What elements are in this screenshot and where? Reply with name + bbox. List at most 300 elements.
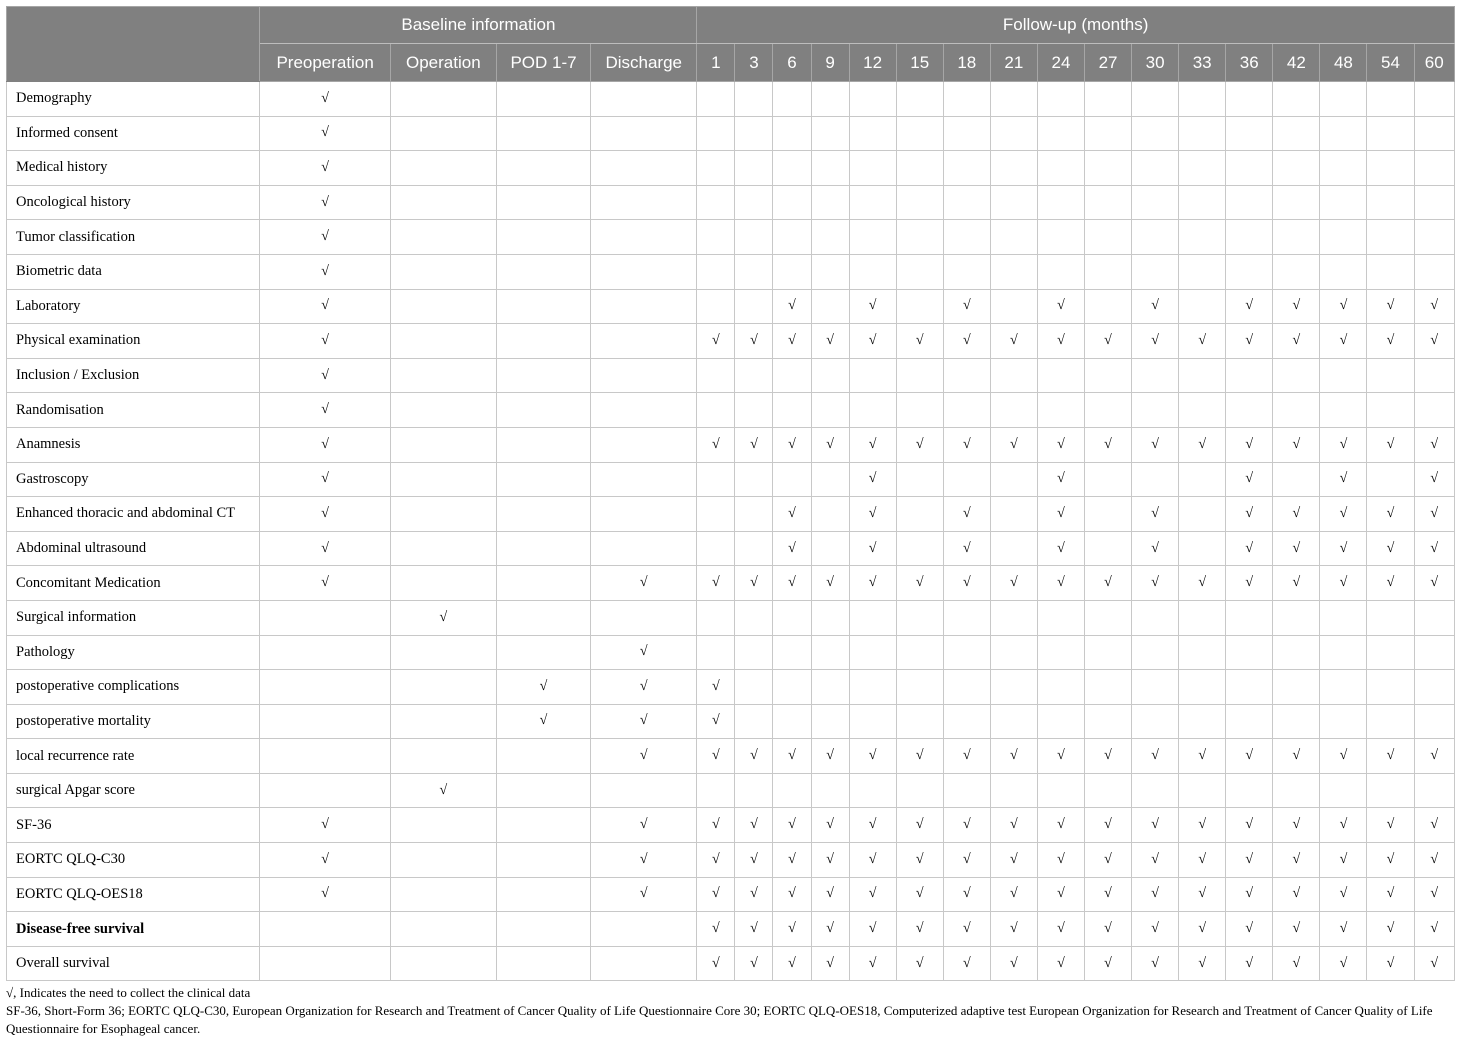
check-mark: √ [591, 704, 697, 739]
check-mark: √ [1273, 946, 1320, 981]
check-mark: √ [1414, 289, 1454, 324]
header-group-row [7, 7, 1455, 44]
check-mark: √ [1037, 324, 1084, 359]
empty-cell [990, 635, 1037, 670]
empty-cell [1037, 254, 1084, 289]
check-mark: √ [1320, 877, 1367, 912]
check-mark: √ [1084, 566, 1131, 601]
empty-cell [1179, 635, 1226, 670]
empty-cell [773, 393, 811, 428]
check-mark: √ [260, 254, 390, 289]
check-mark: √ [1179, 843, 1226, 878]
check-mark: √ [1084, 877, 1131, 912]
empty-cell [496, 185, 590, 220]
check-mark: √ [773, 739, 811, 774]
empty-cell [1414, 220, 1454, 255]
check-mark: √ [773, 289, 811, 324]
empty-cell [849, 185, 896, 220]
check-mark: √ [773, 324, 811, 359]
check-mark: √ [1273, 739, 1320, 774]
row-label: Biometric data [7, 254, 260, 289]
empty-cell [735, 358, 773, 393]
empty-cell [1179, 773, 1226, 808]
empty-cell [1084, 393, 1131, 428]
check-mark: √ [1179, 427, 1226, 462]
empty-cell [496, 254, 590, 289]
empty-cell [735, 393, 773, 428]
check-mark: √ [990, 912, 1037, 947]
check-mark: √ [1273, 566, 1320, 601]
empty-cell [773, 151, 811, 186]
empty-cell [591, 82, 697, 117]
empty-cell [1273, 116, 1320, 151]
empty-cell [1273, 670, 1320, 705]
check-mark: √ [1179, 324, 1226, 359]
empty-cell [896, 635, 943, 670]
empty-cell [1132, 773, 1179, 808]
row-label: Inclusion / Exclusion [7, 358, 260, 393]
column-header-month: 27 [1084, 44, 1131, 82]
empty-cell [1273, 82, 1320, 117]
empty-cell [1367, 151, 1414, 186]
check-mark: √ [260, 116, 390, 151]
check-mark: √ [773, 877, 811, 912]
check-mark: √ [735, 566, 773, 601]
check-mark: √ [1084, 427, 1131, 462]
row-label: Abdominal ultrasound [7, 531, 260, 566]
column-header-baseline: POD 1-7 [496, 44, 590, 82]
check-mark: √ [849, 946, 896, 981]
check-mark: √ [1132, 946, 1179, 981]
check-mark: √ [1320, 427, 1367, 462]
empty-cell [496, 427, 590, 462]
table-row [7, 116, 1455, 151]
empty-cell [1226, 151, 1273, 186]
empty-cell [990, 704, 1037, 739]
check-mark: √ [735, 808, 773, 843]
check-mark: √ [896, 912, 943, 947]
empty-cell [1037, 773, 1084, 808]
empty-cell [697, 531, 735, 566]
table-row [7, 324, 1455, 359]
table-row [7, 462, 1455, 497]
column-header-month: 6 [773, 44, 811, 82]
check-mark: √ [1414, 877, 1454, 912]
empty-cell [496, 82, 590, 117]
empty-cell [1132, 116, 1179, 151]
empty-cell [990, 185, 1037, 220]
empty-cell [591, 946, 697, 981]
empty-cell [1037, 635, 1084, 670]
empty-cell [990, 497, 1037, 532]
check-mark: √ [1226, 324, 1273, 359]
empty-cell [260, 946, 390, 981]
check-mark: √ [1132, 843, 1179, 878]
row-label: EORTC QLQ-C30 [7, 843, 260, 878]
empty-cell [591, 220, 697, 255]
table-row [7, 946, 1455, 981]
empty-cell [496, 116, 590, 151]
empty-cell [1226, 670, 1273, 705]
check-mark: √ [260, 151, 390, 186]
check-mark: √ [943, 531, 990, 566]
check-mark: √ [697, 843, 735, 878]
empty-cell [496, 843, 590, 878]
check-mark: √ [1132, 427, 1179, 462]
empty-cell [390, 358, 496, 393]
table-row [7, 393, 1455, 428]
empty-cell [896, 531, 943, 566]
empty-cell [496, 600, 590, 635]
empty-cell [1414, 82, 1454, 117]
empty-cell [735, 497, 773, 532]
check-mark: √ [1367, 324, 1414, 359]
empty-cell [735, 462, 773, 497]
empty-cell [990, 462, 1037, 497]
check-mark: √ [260, 566, 390, 601]
empty-cell [1367, 220, 1414, 255]
check-mark: √ [943, 324, 990, 359]
empty-cell [1037, 704, 1084, 739]
empty-cell [773, 600, 811, 635]
empty-cell [849, 116, 896, 151]
empty-cell [1414, 670, 1454, 705]
check-mark: √ [260, 324, 390, 359]
check-mark: √ [990, 843, 1037, 878]
check-mark: √ [773, 566, 811, 601]
check-mark: √ [260, 358, 390, 393]
check-mark: √ [1132, 289, 1179, 324]
empty-cell [1084, 254, 1131, 289]
empty-cell [1226, 600, 1273, 635]
empty-cell [697, 462, 735, 497]
check-mark: √ [1037, 912, 1084, 947]
empty-cell [1320, 116, 1367, 151]
empty-cell [591, 324, 697, 359]
check-mark: √ [1226, 427, 1273, 462]
check-mark: √ [1414, 739, 1454, 774]
empty-cell [735, 254, 773, 289]
empty-cell [811, 185, 849, 220]
footnote-legend: √, Indicates the need to collect the clinical data [6, 985, 251, 1000]
empty-cell [1273, 635, 1320, 670]
table-row [7, 531, 1455, 566]
empty-cell [1226, 358, 1273, 393]
empty-cell [1320, 600, 1367, 635]
check-mark: √ [1226, 946, 1273, 981]
check-mark: √ [896, 946, 943, 981]
empty-cell [390, 82, 496, 117]
check-mark: √ [1273, 324, 1320, 359]
check-mark: √ [735, 877, 773, 912]
empty-cell [1367, 600, 1414, 635]
check-mark: √ [811, 946, 849, 981]
empty-cell [390, 254, 496, 289]
empty-cell [1226, 220, 1273, 255]
row-label: Physical examination [7, 324, 260, 359]
empty-cell [735, 670, 773, 705]
empty-cell [1037, 185, 1084, 220]
check-mark: √ [260, 289, 390, 324]
column-header-month: 18 [943, 44, 990, 82]
empty-cell [1084, 185, 1131, 220]
column-header-month: 1 [697, 44, 735, 82]
check-mark: √ [1320, 946, 1367, 981]
empty-cell [496, 877, 590, 912]
empty-cell [735, 116, 773, 151]
column-header-month: 48 [1320, 44, 1367, 82]
empty-cell [1273, 393, 1320, 428]
empty-cell [849, 220, 896, 255]
check-mark: √ [260, 220, 390, 255]
check-mark: √ [1320, 289, 1367, 324]
row-label: Pathology [7, 635, 260, 670]
check-mark: √ [773, 946, 811, 981]
check-mark: √ [1367, 808, 1414, 843]
check-mark: √ [811, 739, 849, 774]
table-row [7, 497, 1455, 532]
row-label: Demography [7, 82, 260, 117]
check-mark: √ [735, 946, 773, 981]
check-mark: √ [849, 462, 896, 497]
check-mark: √ [260, 531, 390, 566]
check-mark: √ [943, 289, 990, 324]
empty-cell [735, 635, 773, 670]
check-mark: √ [1084, 946, 1131, 981]
check-mark: √ [1320, 912, 1367, 947]
empty-cell [990, 289, 1037, 324]
empty-cell [1084, 773, 1131, 808]
check-mark: √ [1037, 566, 1084, 601]
table-row [7, 220, 1455, 255]
check-mark: √ [260, 843, 390, 878]
column-header-month: 15 [896, 44, 943, 82]
empty-cell [990, 531, 1037, 566]
row-label: Medical history [7, 151, 260, 186]
empty-cell [896, 773, 943, 808]
empty-cell [811, 82, 849, 117]
empty-cell [1414, 151, 1454, 186]
empty-cell [811, 600, 849, 635]
row-label: Surgical information [7, 600, 260, 635]
check-mark: √ [1367, 566, 1414, 601]
check-mark: √ [1320, 566, 1367, 601]
empty-cell [1414, 358, 1454, 393]
empty-cell [811, 497, 849, 532]
empty-cell [943, 358, 990, 393]
check-mark: √ [896, 877, 943, 912]
check-mark: √ [849, 531, 896, 566]
check-mark: √ [1414, 946, 1454, 981]
check-mark: √ [849, 739, 896, 774]
check-mark: √ [1037, 808, 1084, 843]
check-mark: √ [735, 912, 773, 947]
empty-cell [1084, 289, 1131, 324]
empty-cell [943, 393, 990, 428]
empty-cell [773, 462, 811, 497]
table-row [7, 773, 1455, 808]
check-mark: √ [260, 877, 390, 912]
row-label: Enhanced thoracic and abdominal CT [7, 497, 260, 532]
check-mark: √ [990, 566, 1037, 601]
row-label: SF-36 [7, 808, 260, 843]
check-mark: √ [943, 877, 990, 912]
empty-cell [260, 704, 390, 739]
check-mark: √ [1226, 912, 1273, 947]
check-mark: √ [1132, 566, 1179, 601]
table-row [7, 877, 1455, 912]
empty-cell [1367, 116, 1414, 151]
empty-cell [1179, 289, 1226, 324]
check-mark: √ [496, 670, 590, 705]
empty-cell [990, 670, 1037, 705]
empty-cell [496, 635, 590, 670]
empty-cell [990, 151, 1037, 186]
empty-cell [1367, 254, 1414, 289]
empty-cell [390, 462, 496, 497]
empty-cell [1273, 773, 1320, 808]
check-mark: √ [735, 427, 773, 462]
empty-cell [773, 704, 811, 739]
empty-cell [591, 254, 697, 289]
check-mark: √ [896, 427, 943, 462]
row-label-header [7, 7, 260, 82]
check-mark: √ [990, 946, 1037, 981]
empty-cell [390, 151, 496, 186]
check-mark: √ [943, 912, 990, 947]
empty-cell [1273, 358, 1320, 393]
empty-cell [496, 220, 590, 255]
empty-cell [990, 254, 1037, 289]
check-mark: √ [773, 843, 811, 878]
empty-cell [1084, 220, 1131, 255]
empty-cell [1414, 185, 1454, 220]
empty-cell [773, 670, 811, 705]
empty-cell [1132, 635, 1179, 670]
table-row [7, 912, 1455, 947]
empty-cell [773, 358, 811, 393]
empty-cell [390, 185, 496, 220]
empty-cell [1320, 773, 1367, 808]
check-mark: √ [591, 877, 697, 912]
empty-cell [811, 254, 849, 289]
check-mark: √ [735, 739, 773, 774]
check-mark: √ [773, 531, 811, 566]
check-mark: √ [390, 600, 496, 635]
check-mark: √ [1084, 912, 1131, 947]
check-mark: √ [849, 497, 896, 532]
empty-cell [811, 393, 849, 428]
table-row [7, 739, 1455, 774]
empty-cell [260, 600, 390, 635]
check-mark: √ [811, 843, 849, 878]
empty-cell [697, 116, 735, 151]
check-mark: √ [591, 635, 697, 670]
empty-cell [811, 531, 849, 566]
empty-cell [697, 151, 735, 186]
check-mark: √ [1367, 497, 1414, 532]
check-mark: √ [1367, 912, 1414, 947]
check-mark: √ [943, 497, 990, 532]
empty-cell [496, 946, 590, 981]
check-mark: √ [1226, 808, 1273, 843]
empty-cell [943, 185, 990, 220]
check-mark: √ [1084, 843, 1131, 878]
empty-cell [1226, 773, 1273, 808]
row-label: Overall survival [7, 946, 260, 981]
empty-cell [811, 773, 849, 808]
empty-cell [496, 773, 590, 808]
check-mark: √ [896, 843, 943, 878]
check-mark: √ [1320, 324, 1367, 359]
row-label: Oncological history [7, 185, 260, 220]
empty-cell [1132, 358, 1179, 393]
empty-cell [943, 82, 990, 117]
check-mark: √ [1320, 531, 1367, 566]
empty-cell [1273, 254, 1320, 289]
empty-cell [496, 497, 590, 532]
empty-cell [1179, 254, 1226, 289]
check-mark: √ [1367, 946, 1414, 981]
empty-cell [496, 324, 590, 359]
check-mark: √ [1037, 946, 1084, 981]
empty-cell [811, 151, 849, 186]
check-mark: √ [260, 393, 390, 428]
empty-cell [591, 773, 697, 808]
check-mark: √ [943, 566, 990, 601]
check-mark: √ [1037, 497, 1084, 532]
check-mark: √ [773, 808, 811, 843]
empty-cell [849, 358, 896, 393]
table-footnotes [6, 984, 1456, 1038]
check-mark: √ [1132, 877, 1179, 912]
empty-cell [697, 220, 735, 255]
empty-cell [1179, 670, 1226, 705]
check-mark: √ [1414, 324, 1454, 359]
check-mark: √ [260, 185, 390, 220]
empty-cell [697, 254, 735, 289]
table-row [7, 289, 1455, 324]
check-mark: √ [697, 670, 735, 705]
check-mark: √ [1179, 912, 1226, 947]
check-mark: √ [1414, 912, 1454, 947]
column-header-month: 21 [990, 44, 1037, 82]
check-mark: √ [1367, 739, 1414, 774]
empty-cell [390, 704, 496, 739]
followup-group-header: Follow-up (months) [697, 7, 1455, 44]
empty-cell [773, 254, 811, 289]
check-mark: √ [849, 289, 896, 324]
empty-cell [1320, 704, 1367, 739]
empty-cell [811, 704, 849, 739]
empty-cell [1084, 531, 1131, 566]
empty-cell [260, 773, 390, 808]
row-label: Laboratory [7, 289, 260, 324]
empty-cell [1084, 600, 1131, 635]
check-mark: √ [1320, 808, 1367, 843]
empty-cell [1084, 497, 1131, 532]
check-mark: √ [896, 739, 943, 774]
empty-cell [496, 358, 590, 393]
empty-cell [1320, 635, 1367, 670]
empty-cell [697, 82, 735, 117]
column-header-baseline: Discharge [591, 44, 697, 82]
empty-cell [1273, 151, 1320, 186]
check-mark: √ [1414, 566, 1454, 601]
empty-cell [735, 600, 773, 635]
check-mark: √ [1226, 289, 1273, 324]
check-mark: √ [591, 566, 697, 601]
